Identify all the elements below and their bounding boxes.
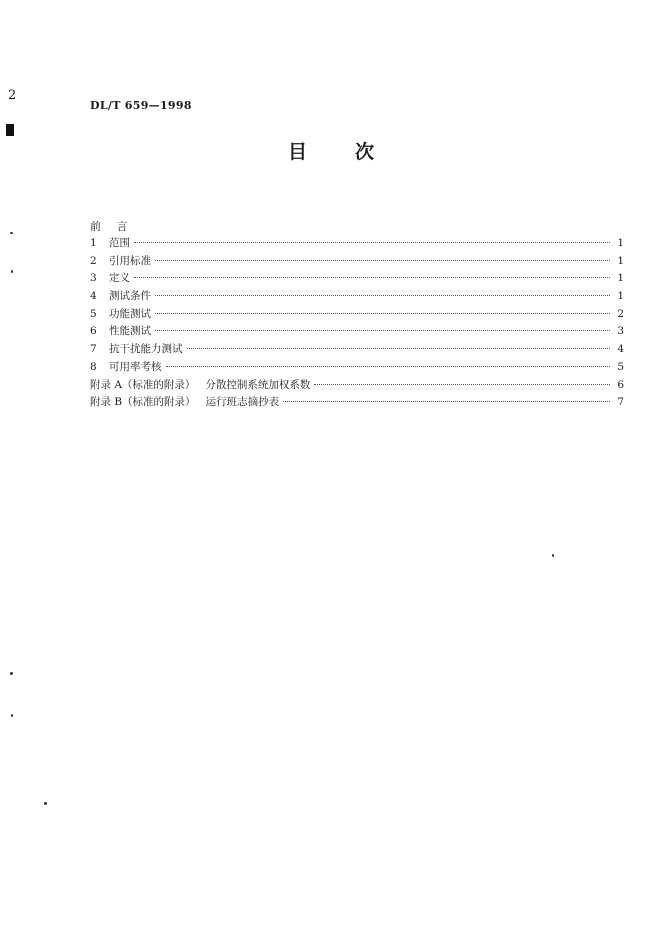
toc-entry-label: 定义: [109, 272, 130, 285]
toc-entry-number: 1: [90, 237, 97, 249]
toc-entry-label: 抗干扰能力测试: [109, 343, 183, 356]
toc-entry-6[interactable]: [90, 323, 624, 341]
toc-entry-label: 引用标准: [109, 254, 151, 267]
binding-edge-mark: [6, 124, 14, 136]
toc-appendix-a[interactable]: [90, 377, 624, 395]
leader-dots: [155, 330, 610, 331]
toc-entry-page: 1: [617, 290, 624, 303]
toc-entry-number: 7: [90, 343, 97, 356]
toc-entry-label: 范围: [109, 237, 130, 249]
toc-entry-7[interactable]: [90, 341, 624, 359]
toc-entry-label: 功能测试: [109, 307, 151, 320]
toc-entry-3[interactable]: [90, 270, 624, 288]
toc-entry-page: 5: [617, 360, 624, 373]
toc-entry-page: 4: [617, 343, 624, 356]
toc-entry-page: 2: [617, 307, 624, 320]
toc-appendix-label: 附录 A（标准的附录） 分散控制系统加权系数: [90, 378, 311, 391]
leader-dots: [166, 366, 611, 367]
leader-dots: [283, 401, 610, 402]
leader-dots: [187, 348, 611, 349]
toc-entry-label: 性能测试: [109, 325, 151, 338]
toc-entry-1[interactable]: [90, 235, 624, 253]
toc-entry-number: 3: [90, 272, 97, 285]
toc-entry-page: 1: [617, 254, 624, 267]
scan-speck: [10, 232, 13, 234]
leader-dots: [155, 313, 610, 314]
toc-entry-number: 4: [90, 290, 97, 303]
scan-speck: [552, 554, 554, 557]
toc-entry-page: 3: [617, 325, 624, 338]
leader-dots: [155, 260, 610, 261]
scan-speck: [11, 714, 13, 717]
leader-dots: [134, 277, 610, 278]
toc-title: [0, 137, 662, 164]
toc-appendix-label: 附录 B（标准的附录） 运行班志摘抄表: [90, 396, 280, 409]
scan-speck: [44, 802, 47, 805]
toc-entry-number: 2: [90, 254, 97, 267]
toc-appendix-b[interactable]: [90, 394, 624, 412]
scan-speck: [11, 270, 13, 273]
toc-title-part2: 次: [355, 141, 375, 163]
toc-entry-label: 可用率考核: [109, 360, 162, 373]
toc-title-part1: 目: [287, 141, 307, 163]
toc-entry-page: 1: [617, 237, 624, 249]
toc-entry-4[interactable]: [90, 288, 624, 306]
toc-entry-label: 测试条件: [109, 290, 151, 303]
toc-entry-2[interactable]: [90, 253, 624, 271]
toc-entry-8[interactable]: [90, 359, 624, 377]
page-number: 2: [8, 88, 17, 103]
toc-entry-number: 8: [90, 360, 97, 373]
leader-dots: [134, 242, 610, 243]
toc-foreword: 前 言: [90, 220, 134, 233]
toc-entry-page: 1: [617, 272, 624, 285]
toc-appendix-page: 6: [617, 378, 624, 391]
toc-entry-number: 5: [90, 307, 97, 320]
leader-dots: [314, 384, 610, 385]
toc-appendix-page: 7: [617, 396, 624, 409]
leader-dots: [155, 295, 610, 296]
toc-entry-5[interactable]: [90, 306, 624, 324]
scan-speck: [10, 672, 13, 675]
toc-entry-number: 6: [90, 325, 97, 338]
table-of-contents: [90, 218, 624, 412]
standard-code: DL/T 659—1998: [90, 99, 192, 112]
